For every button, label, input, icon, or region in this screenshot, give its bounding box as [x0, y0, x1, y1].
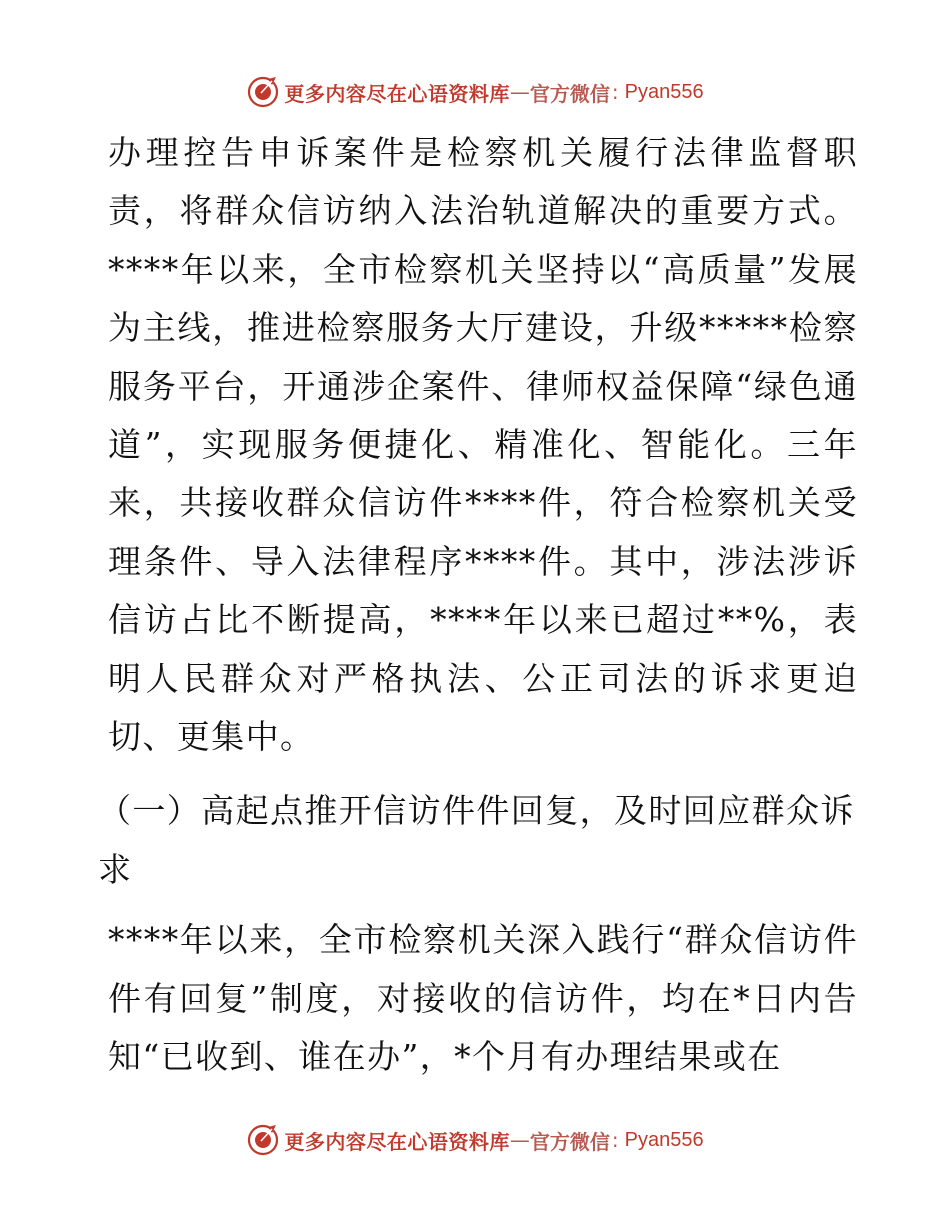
watermark-wechat-id: Pyan556: [624, 80, 704, 103]
body-paragraph-1: 办理控告申诉案件是检察机关履行法律监督职责，将群众信访纳入法治轨道解决的重要方式。****年以来，全市检察机关坚持以“高质量”发展为主线，推进检察服务大厅建设，升级*****检察服务平台，开通涉企案件、律师权益保障“绿色通道”，实现服务便捷化、精准化、智能化。三年来，共接收群众信访件****件，符合检察机关受理条件、导入法律程序****件。其中，涉法涉诉信访占比不断提高，****年以来已超过**%，表明人民群众对严格执法、公正司法的诉求更迫切、更集中。: [108, 133, 858, 757]
body-paragraph-2: ****年以来，全市检察机关深入践行“群众信访件件有回复”制度，对接收的信访件，均在*日内告知“已收到、谁在办”，*个月有办理结果或在: [108, 920, 858, 1077]
watermark-dash: —: [509, 80, 530, 104]
document-body: [98, 124, 858, 1087]
watermark-colon: :: [611, 80, 619, 104]
watermark-wechat-label: 官方微信: [529, 1129, 610, 1154]
watermark-wechat-label: 官方微信: [529, 81, 610, 106]
watermark-wechat-id: Pyan556: [624, 1128, 704, 1151]
watermark-dash: —: [509, 1128, 530, 1152]
watermark-colon: :: [611, 1128, 619, 1152]
quill-seal-logo-icon: [246, 1123, 280, 1157]
watermark-brand: 更多内容尽在心语资料库: [284, 81, 510, 106]
watermark-brand: 更多内容尽在心语资料库: [284, 1129, 510, 1154]
section-heading-1: （一）高起点推开信访件件回复，及时回应群众诉求: [98, 791, 855, 889]
header-watermark: [0, 72, 950, 112]
footer-watermark: [0, 1120, 950, 1160]
quill-seal-logo-icon: [246, 75, 280, 109]
